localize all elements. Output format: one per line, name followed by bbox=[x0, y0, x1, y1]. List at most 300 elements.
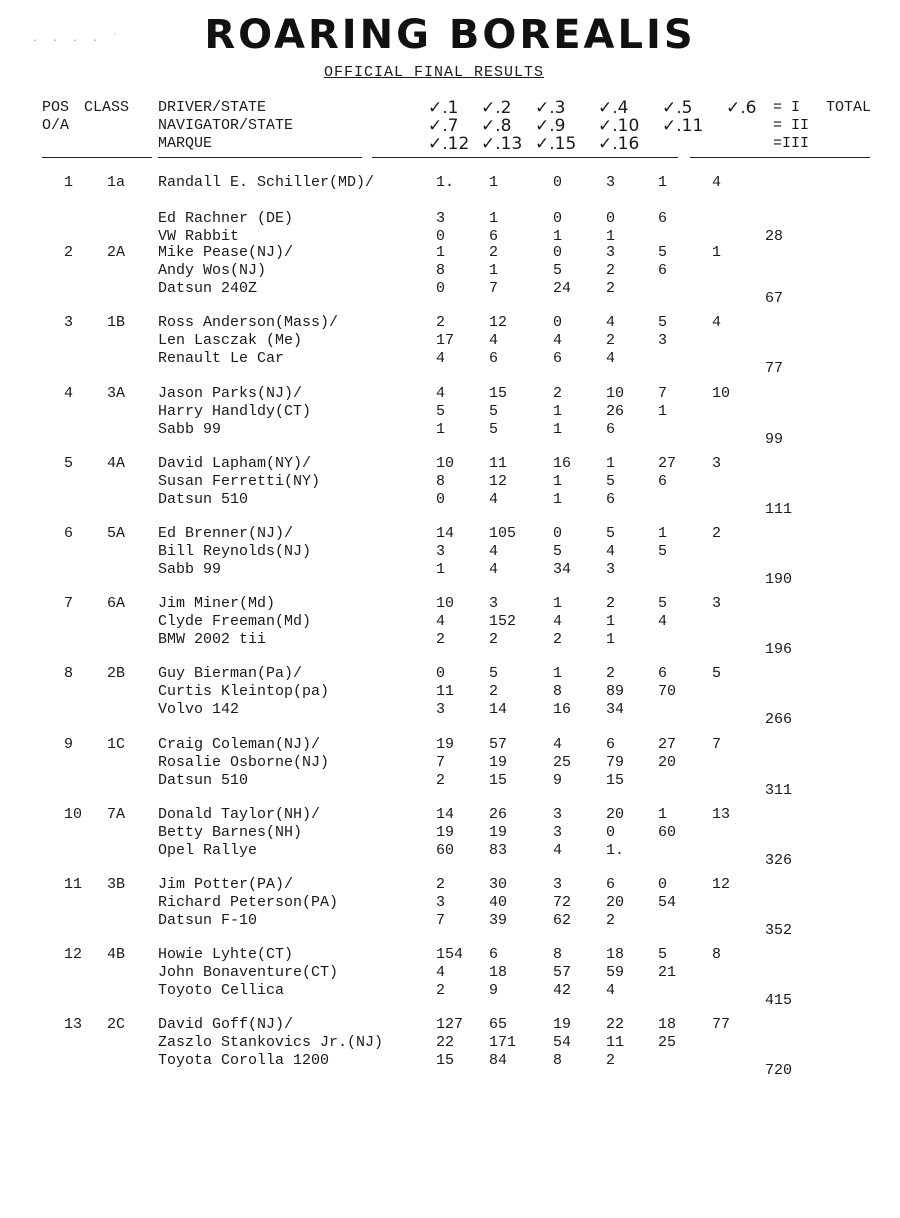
score-cell: 60 bbox=[658, 824, 677, 841]
score-cell: 6 bbox=[489, 350, 499, 367]
score-cell: 10 bbox=[436, 455, 455, 472]
score-cell: 105 bbox=[489, 525, 517, 542]
score-cell: 1 bbox=[658, 403, 668, 420]
score-cell: 4 bbox=[436, 350, 446, 367]
marque: Datsun 240Z bbox=[158, 280, 258, 297]
score-cell: 6 bbox=[489, 946, 499, 963]
score-cell: 34 bbox=[606, 701, 625, 718]
group-label: ✓.8 bbox=[481, 116, 512, 136]
navigator: Andy Wos(NJ) bbox=[158, 262, 267, 279]
total-score: 311 bbox=[765, 782, 793, 799]
score-cell: 14 bbox=[436, 806, 455, 823]
class: 2B bbox=[107, 665, 126, 682]
total-score: 99 bbox=[765, 431, 784, 448]
position: 13 bbox=[64, 1016, 83, 1033]
class: 1C bbox=[107, 736, 126, 753]
result-row bbox=[0, 595, 900, 659]
class: 4B bbox=[107, 946, 126, 963]
navigator: Len Lasczak (Me) bbox=[158, 332, 303, 349]
score-cell: 83 bbox=[489, 842, 508, 859]
score-cell: 0 bbox=[606, 210, 616, 227]
navigator: Rosalie Osborne(NJ) bbox=[158, 754, 330, 771]
total-score: 415 bbox=[765, 992, 793, 1009]
score-cell: 1 bbox=[553, 228, 563, 245]
score-cell: 2 bbox=[606, 262, 616, 279]
score-cell: 0 bbox=[553, 525, 563, 542]
score-cell: 12 bbox=[489, 314, 508, 331]
score-cell: 1. bbox=[606, 842, 625, 859]
score-cell: 5 bbox=[553, 262, 563, 279]
position: 1 bbox=[64, 174, 74, 191]
driver-header-line-1: DRIVER/STATE bbox=[158, 99, 267, 116]
pos-header bbox=[42, 99, 69, 135]
marque: Toyota Corolla 1200 bbox=[158, 1052, 330, 1069]
score-cell: 7 bbox=[436, 912, 446, 929]
result-row bbox=[0, 736, 900, 800]
score-cell: 25 bbox=[553, 754, 572, 771]
score-cell: 10 bbox=[606, 385, 625, 402]
score-cell: 15 bbox=[489, 385, 508, 402]
position: 2 bbox=[64, 244, 74, 261]
pos-header-line-2: O/A bbox=[42, 117, 70, 134]
score-cell: 14 bbox=[489, 701, 508, 718]
result-row bbox=[0, 876, 900, 940]
score-cell: 79 bbox=[606, 754, 625, 771]
result-row bbox=[0, 174, 900, 245]
score-cell: 27 bbox=[658, 736, 677, 753]
score-cell: 4 bbox=[489, 332, 499, 349]
score-cell: 1 bbox=[658, 525, 668, 542]
score-cell: 1 bbox=[606, 228, 616, 245]
result-row bbox=[0, 806, 900, 870]
class: 3A bbox=[107, 385, 126, 402]
score-cell: 19 bbox=[489, 824, 508, 841]
score-cell: 4 bbox=[712, 174, 722, 191]
score-cell: 15 bbox=[489, 772, 508, 789]
score-cell: 0 bbox=[436, 665, 446, 682]
score-cell: 62 bbox=[553, 912, 572, 929]
score-cell: 7 bbox=[436, 754, 446, 771]
score-cell: 4 bbox=[436, 964, 446, 981]
class: 7A bbox=[107, 806, 126, 823]
score-cell: 1 bbox=[553, 421, 563, 438]
score-cell: 2 bbox=[553, 631, 563, 648]
class: 2A bbox=[107, 244, 126, 261]
score-cell: 3 bbox=[606, 174, 616, 191]
score-cell: 13 bbox=[712, 806, 731, 823]
crew bbox=[158, 876, 338, 930]
score-cell: 7 bbox=[712, 736, 722, 753]
navigator: Bill Reynolds(NJ) bbox=[158, 543, 312, 560]
score-cell: 2 bbox=[606, 280, 616, 297]
navigator-header-line: NAVIGATOR/STATE bbox=[158, 117, 294, 134]
crew bbox=[158, 244, 293, 298]
roman-line-1: = I bbox=[773, 99, 801, 116]
position: 9 bbox=[64, 736, 74, 753]
score-cell: 5 bbox=[553, 543, 563, 560]
score-cell: 3 bbox=[553, 876, 563, 893]
score-cell: 4 bbox=[436, 613, 446, 630]
score-cell: 10 bbox=[436, 595, 455, 612]
group-col-1-header bbox=[428, 99, 469, 153]
group-label: ✓.4 bbox=[598, 98, 629, 118]
score-cell: 1 bbox=[658, 806, 668, 823]
score-cell: 2 bbox=[436, 876, 446, 893]
score-cell: 54 bbox=[658, 894, 677, 911]
score-cell: 3 bbox=[658, 332, 668, 349]
score-cell: 2 bbox=[606, 912, 616, 929]
total-score: 190 bbox=[765, 571, 793, 588]
score-cell: 0 bbox=[553, 210, 563, 227]
score-cell: 3 bbox=[553, 824, 563, 841]
group-label: ✓.3 bbox=[535, 98, 566, 118]
navigator: Richard Peterson(PA) bbox=[158, 894, 339, 911]
score-cell: 18 bbox=[489, 964, 508, 981]
class-header: CLASS bbox=[84, 99, 130, 116]
driver: Donald Taylor(NH)/ bbox=[158, 806, 321, 823]
driver-header bbox=[158, 99, 293, 153]
score-cell: 2 bbox=[436, 631, 446, 648]
score-cell: 4 bbox=[712, 314, 722, 331]
score-cell: 42 bbox=[553, 982, 572, 999]
score-cell: 0 bbox=[436, 491, 446, 508]
score-cell: 10 bbox=[712, 385, 731, 402]
score-cell: 0 bbox=[553, 314, 563, 331]
score-cell: 27 bbox=[658, 455, 677, 472]
score-cell: 152 bbox=[489, 613, 517, 630]
crew bbox=[158, 455, 320, 509]
event-title: ROARING BOREALIS bbox=[204, 12, 696, 58]
score-cell: 1 bbox=[553, 595, 563, 612]
position: 12 bbox=[64, 946, 83, 963]
score-cell: 6 bbox=[658, 210, 668, 227]
driver: Ed Brenner(NJ)/ bbox=[158, 525, 294, 542]
score-cell: 18 bbox=[658, 1016, 677, 1033]
score-cell: 3 bbox=[606, 244, 616, 261]
crew bbox=[158, 736, 329, 790]
score-cell: 3 bbox=[712, 455, 722, 472]
marque: Datsun 510 bbox=[158, 772, 249, 789]
group-label: ✓.5 bbox=[662, 98, 693, 118]
class: 1B bbox=[107, 314, 126, 331]
header-rule bbox=[158, 157, 362, 158]
score-cell: 2 bbox=[606, 332, 616, 349]
score-cell: 65 bbox=[489, 1016, 508, 1033]
total-header: TOTAL bbox=[826, 99, 872, 116]
score-cell: 59 bbox=[606, 964, 625, 981]
score-cell: 1 bbox=[553, 665, 563, 682]
score-cell: 54 bbox=[553, 1034, 572, 1051]
score-cell: 1 bbox=[553, 473, 563, 490]
score-cell: 8 bbox=[553, 946, 563, 963]
score-cell: 2 bbox=[436, 982, 446, 999]
position: 4 bbox=[64, 385, 74, 402]
total-score: 196 bbox=[765, 641, 793, 658]
driver: Mike Pease(NJ)/ bbox=[158, 244, 294, 261]
score-cell: 11 bbox=[606, 1034, 625, 1051]
group-label: ✓.6 bbox=[726, 98, 757, 118]
total-score: 326 bbox=[765, 852, 793, 869]
driver: Ross Anderson(Mass)/ bbox=[158, 314, 339, 331]
total-score: 67 bbox=[765, 290, 784, 307]
score-cell: 57 bbox=[553, 964, 572, 981]
marque: Datsun F-10 bbox=[158, 912, 258, 929]
score-cell: 9 bbox=[489, 982, 499, 999]
driver: David Goff(NJ)/ bbox=[158, 1016, 294, 1033]
score-cell: 16 bbox=[553, 455, 572, 472]
group-col-2-header bbox=[481, 99, 522, 153]
score-cell: 0 bbox=[606, 824, 616, 841]
crew bbox=[158, 595, 311, 649]
score-cell: 4 bbox=[489, 561, 499, 578]
navigator: Susan Ferretti(NY) bbox=[158, 473, 321, 490]
driver: Howie Lyhte(CT) bbox=[158, 946, 294, 963]
group-label: ✓.12 bbox=[428, 134, 470, 154]
crew bbox=[158, 806, 320, 860]
stray-marks: . . . . ˙ bbox=[32, 34, 123, 45]
crew bbox=[158, 314, 338, 368]
score-cell: 12 bbox=[712, 876, 731, 893]
marque: VW Rabbit bbox=[158, 228, 240, 245]
result-row bbox=[0, 244, 900, 308]
class: 3B bbox=[107, 876, 126, 893]
score-cell: 0 bbox=[553, 174, 563, 191]
marque: Opel Rallye bbox=[158, 842, 258, 859]
score-cell: 26 bbox=[606, 403, 625, 420]
crew bbox=[158, 1016, 383, 1070]
score-cell: 2 bbox=[712, 525, 722, 542]
score-cell: 1 bbox=[553, 403, 563, 420]
score-cell: 3 bbox=[436, 894, 446, 911]
score-cell: 57 bbox=[489, 736, 508, 753]
score-cell: 8 bbox=[436, 262, 446, 279]
score-cell: 24 bbox=[553, 280, 572, 297]
marque: Datsun 510 bbox=[158, 491, 249, 508]
score-cell: 171 bbox=[489, 1034, 517, 1051]
total-score: 77 bbox=[765, 360, 784, 377]
score-cell: 60 bbox=[436, 842, 455, 859]
score-cell: 25 bbox=[658, 1034, 677, 1051]
score-cell: 17 bbox=[436, 332, 455, 349]
score-cell: 1 bbox=[553, 491, 563, 508]
score-cell: 4 bbox=[553, 842, 563, 859]
score-cell: 4 bbox=[489, 543, 499, 560]
score-cell: 1 bbox=[489, 210, 499, 227]
marque: Sabb 99 bbox=[158, 421, 222, 438]
score-cell: 40 bbox=[489, 894, 508, 911]
marque: Sabb 99 bbox=[158, 561, 222, 578]
score-cell: 6 bbox=[606, 736, 616, 753]
score-cell: 5 bbox=[606, 473, 616, 490]
crew bbox=[158, 385, 311, 439]
score-cell: 6 bbox=[489, 228, 499, 245]
score-cell: 0 bbox=[553, 244, 563, 261]
score-cell: 1 bbox=[606, 631, 616, 648]
score-cell: 89 bbox=[606, 683, 625, 700]
crew bbox=[158, 174, 374, 246]
score-cell: 2 bbox=[606, 595, 616, 612]
score-cell: 12 bbox=[489, 473, 508, 490]
score-cell: 1 bbox=[436, 244, 446, 261]
score-cell: 3 bbox=[489, 595, 499, 612]
result-row bbox=[0, 385, 900, 449]
score-cell: 11 bbox=[489, 455, 508, 472]
score-cell: 3 bbox=[712, 595, 722, 612]
total-score: 266 bbox=[765, 711, 793, 728]
score-cell: 20 bbox=[658, 754, 677, 771]
score-cell: 84 bbox=[489, 1052, 508, 1069]
score-cell: 2 bbox=[606, 665, 616, 682]
score-cell: 1. bbox=[436, 174, 455, 191]
score-cell: 6 bbox=[658, 262, 668, 279]
score-cell: 6 bbox=[606, 491, 616, 508]
driver: Jim Potter(PA)/ bbox=[158, 876, 294, 893]
position: 6 bbox=[64, 525, 74, 542]
score-cell: 6 bbox=[606, 876, 616, 893]
score-cell: 0 bbox=[436, 280, 446, 297]
navigator: Harry Handldy(CT) bbox=[158, 403, 312, 420]
score-cell: 22 bbox=[606, 1016, 625, 1033]
score-cell: 26 bbox=[489, 806, 508, 823]
header-rule bbox=[690, 157, 870, 158]
score-cell: 19 bbox=[489, 754, 508, 771]
sheet-subtitle: OFFICIAL FINAL RESULTS bbox=[323, 64, 545, 81]
score-cell: 4 bbox=[606, 543, 616, 560]
score-cell: 2 bbox=[436, 772, 446, 789]
pos-header-line-1: POS bbox=[42, 99, 70, 116]
result-row bbox=[0, 455, 900, 519]
group-label: ✓.11 bbox=[662, 116, 704, 136]
navigator: Curtis Kleintop(pa) bbox=[158, 683, 330, 700]
score-cell: 2 bbox=[489, 631, 499, 648]
score-cell: 1 bbox=[658, 174, 668, 191]
total-score: 111 bbox=[765, 501, 793, 518]
score-cell: 8 bbox=[436, 473, 446, 490]
score-cell: 3 bbox=[606, 561, 616, 578]
driver: Randall E. Schiller(MD)/ bbox=[158, 174, 375, 191]
score-cell: 5 bbox=[658, 595, 668, 612]
score-cell: 5 bbox=[658, 946, 668, 963]
result-row bbox=[0, 665, 900, 729]
score-cell: 6 bbox=[658, 665, 668, 682]
score-cell: 5 bbox=[606, 525, 616, 542]
score-cell: 4 bbox=[658, 613, 668, 630]
group-label: ✓.10 bbox=[598, 116, 640, 136]
score-cell: 1 bbox=[436, 421, 446, 438]
score-cell: 2 bbox=[436, 314, 446, 331]
score-cell: 1 bbox=[712, 244, 722, 261]
total-score: 720 bbox=[765, 1062, 793, 1079]
roman-header bbox=[773, 99, 809, 153]
result-row bbox=[0, 1016, 900, 1080]
score-cell: 4 bbox=[606, 350, 616, 367]
header-rule bbox=[372, 157, 678, 158]
class: 4A bbox=[107, 455, 126, 472]
score-cell: 20 bbox=[606, 806, 625, 823]
score-cell: 39 bbox=[489, 912, 508, 929]
score-cell: 19 bbox=[553, 1016, 572, 1033]
marque-header-line: MARQUE bbox=[158, 135, 213, 152]
header-rule bbox=[42, 157, 152, 158]
score-cell: 22 bbox=[436, 1034, 455, 1051]
score-cell: 5 bbox=[489, 421, 499, 438]
driver: Jason Parks(NJ)/ bbox=[158, 385, 303, 402]
group-label: ✓.9 bbox=[535, 116, 566, 136]
score-cell: 15 bbox=[606, 772, 625, 789]
position: 7 bbox=[64, 595, 74, 612]
score-cell: 5 bbox=[658, 244, 668, 261]
score-cell: 154 bbox=[436, 946, 464, 963]
score-cell: 15 bbox=[436, 1052, 455, 1069]
crew bbox=[158, 525, 311, 579]
score-cell: 70 bbox=[658, 683, 677, 700]
score-cell: 77 bbox=[712, 1016, 731, 1033]
driver: David Lapham(NY)/ bbox=[158, 455, 312, 472]
navigator: Ed Rachner (DE) bbox=[158, 210, 294, 227]
driver: Craig Coleman(NJ)/ bbox=[158, 736, 321, 753]
score-cell: 0 bbox=[436, 228, 446, 245]
score-cell: 3 bbox=[436, 701, 446, 718]
roman-line-2: = II bbox=[773, 117, 810, 134]
score-cell: 5 bbox=[489, 403, 499, 420]
marque: Toyoto Cellica bbox=[158, 982, 285, 999]
score-cell: 1 bbox=[606, 613, 616, 630]
position: 3 bbox=[64, 314, 74, 331]
score-cell: 4 bbox=[606, 982, 616, 999]
result-row bbox=[0, 525, 900, 589]
navigator: John Bonaventure(CT) bbox=[158, 964, 339, 981]
score-cell: 4 bbox=[553, 332, 563, 349]
marque: Renault Le Car bbox=[158, 350, 285, 367]
score-cell: 2 bbox=[553, 385, 563, 402]
score-cell: 4 bbox=[489, 491, 499, 508]
group-label: ✓.16 bbox=[598, 134, 640, 154]
score-cell: 1 bbox=[606, 455, 616, 472]
score-cell: 4 bbox=[553, 736, 563, 753]
driver: Guy Bierman(Pa)/ bbox=[158, 665, 303, 682]
position: 11 bbox=[64, 876, 83, 893]
score-cell: 14 bbox=[436, 525, 455, 542]
score-cell: 5 bbox=[658, 314, 668, 331]
score-cell: 8 bbox=[553, 683, 563, 700]
score-cell: 2 bbox=[489, 244, 499, 261]
driver: Jim Miner(Md) bbox=[158, 595, 276, 612]
score-cell: 2 bbox=[489, 683, 499, 700]
navigator: Betty Barnes(NH) bbox=[158, 824, 303, 841]
group-label: ✓.15 bbox=[535, 134, 577, 154]
score-cell: 8 bbox=[553, 1052, 563, 1069]
class: 5A bbox=[107, 525, 126, 542]
score-cell: 6 bbox=[553, 350, 563, 367]
score-cell: 7 bbox=[489, 280, 499, 297]
score-cell: 5 bbox=[712, 665, 722, 682]
position: 8 bbox=[64, 665, 74, 682]
group-col-3-header bbox=[535, 99, 576, 153]
score-cell: 0 bbox=[658, 876, 668, 893]
score-cell: 3 bbox=[436, 543, 446, 560]
crew bbox=[158, 946, 338, 1000]
marque: BMW 2002 tii bbox=[158, 631, 267, 648]
group-label: ✓.1 bbox=[428, 98, 459, 118]
score-cell: 1 bbox=[489, 174, 499, 191]
score-cell: 5 bbox=[489, 665, 499, 682]
score-cell: 20 bbox=[606, 894, 625, 911]
score-cell: 6 bbox=[658, 473, 668, 490]
score-cell: 19 bbox=[436, 736, 455, 753]
score-cell: 11 bbox=[436, 683, 455, 700]
group-col-5-header bbox=[662, 99, 703, 135]
score-cell: 30 bbox=[489, 876, 508, 893]
